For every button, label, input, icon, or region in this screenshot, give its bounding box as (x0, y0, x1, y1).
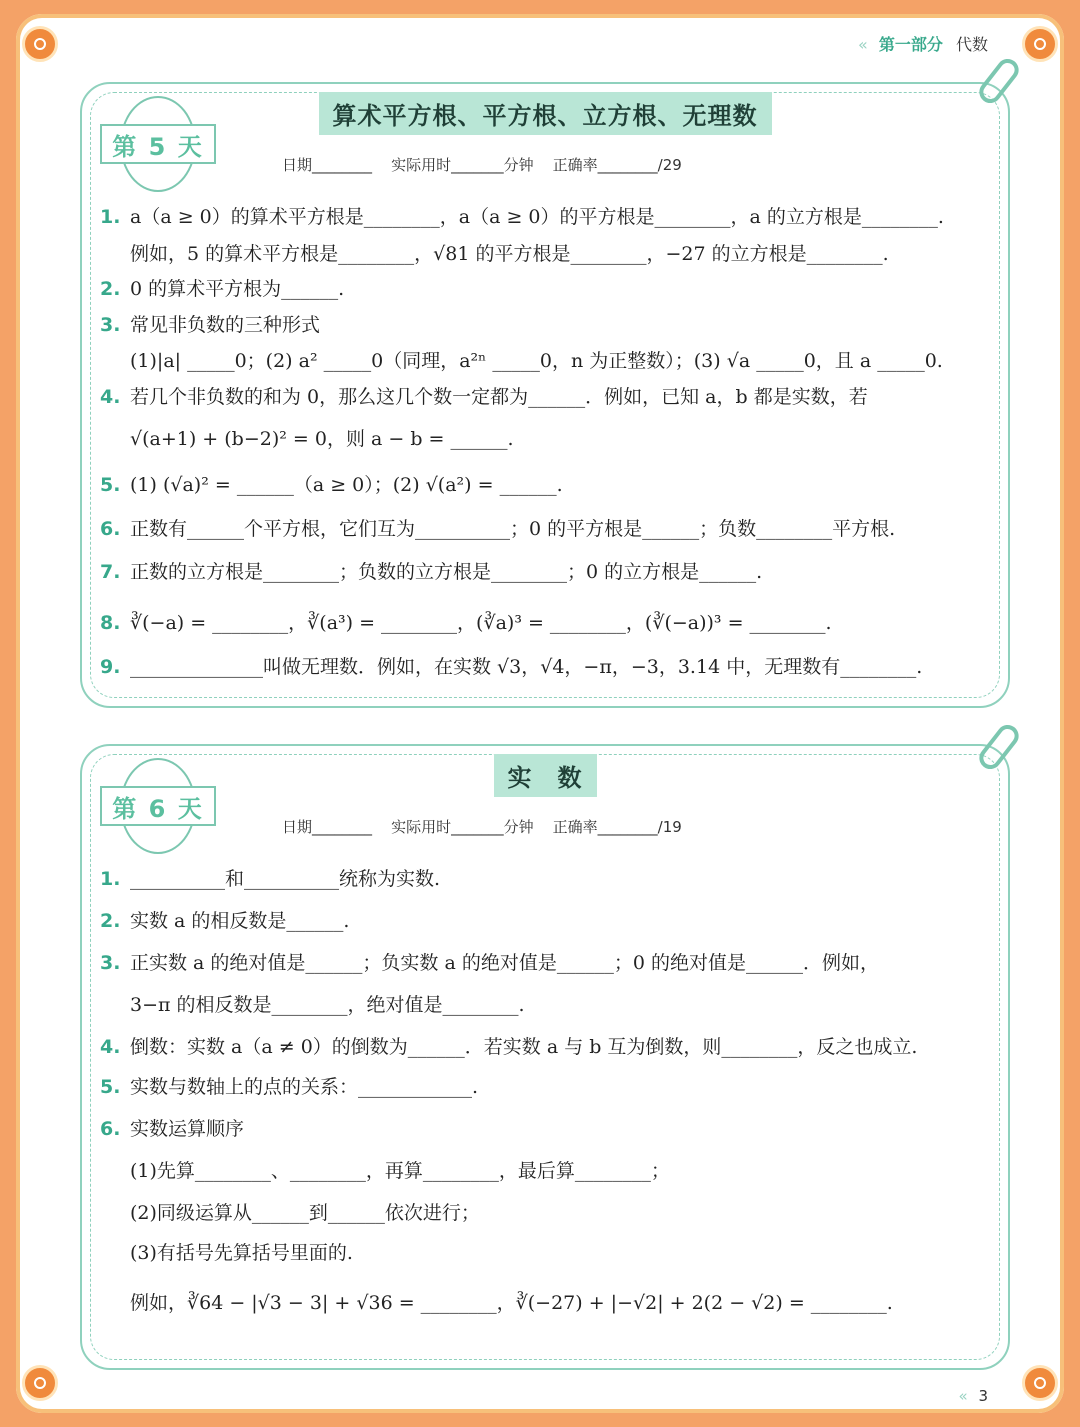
corner-decoration-icon (1022, 26, 1058, 62)
corner-decoration-icon (22, 1365, 58, 1401)
subject-label: 代数 (955, 35, 988, 54)
question-number: 5. (100, 474, 121, 496)
question-number: 6. (100, 518, 121, 540)
section-header (858, 32, 988, 55)
question (100, 514, 895, 541)
question-text: 正数的立方根是________；负数的立方根是________；0 的立方根是______. (130, 561, 763, 583)
question-continuation: (1)先算________、________，再算________，最后算________； (130, 1160, 670, 1182)
corner-decoration-icon (22, 26, 58, 62)
question-text: ______________叫做无理数．例如，在实数 √3，√4，−π，−3，3.14 中，无理数有________. (130, 656, 923, 678)
section-title (82, 92, 1008, 135)
day5-card (80, 82, 1010, 708)
chevron-left-icon: « (857, 35, 868, 54)
section-title-text: 实 数 (494, 754, 597, 797)
question (100, 274, 344, 301)
question (100, 470, 563, 497)
question-text: 正实数 a 的绝对值是______；负实数 a 的绝对值是______；0 的绝对值是______．例如， (130, 952, 879, 974)
question-number: 8. (100, 612, 121, 634)
question-number: 1. (100, 868, 121, 890)
question-number: 6. (100, 1118, 121, 1140)
part-label: 第一部分 (878, 35, 943, 54)
question-text: 正数有______个平方根，它们互为__________；0 的平方根是______；负数________平方根. (130, 518, 896, 540)
meta-line: 日期________ 实际用时_______分钟 正确率________/19 (282, 818, 682, 836)
question-number: 4. (100, 386, 121, 408)
question-number: 9. (100, 656, 121, 678)
question-continuation: 例如，∛64 − |√3 − 3| + √36 = ________，∛(−27) + |−√2| + 2(2 − √2) = ________. (130, 1292, 893, 1314)
question (100, 202, 944, 229)
question-continuation: 例如，5 的算术平方根是________，√81 的平方根是________，−27 的立方根是________. (130, 243, 889, 265)
page-number (958, 1387, 988, 1405)
question-continuation: (1)|a| _____0；(2) a² _____0（同理，a²ⁿ _____0，n 为正整数）；(3) √a _____0，且 a _____0. (130, 350, 943, 372)
question-continuation: √(a+1) + (b−2)² = 0，则 a − b = ______. (130, 428, 514, 450)
chevron-left-icon: « (958, 1387, 968, 1405)
question-number: 5. (100, 1076, 121, 1098)
question-text: a（a ≥ 0）的算术平方根是________，a（a ≥ 0）的平方根是________，a 的立方根是________. (130, 206, 944, 228)
question-text: ∛(−a) = ________，∛(a³) = ________，(∛a)³ = ________，(∛(−a))³ = ________. (130, 612, 832, 634)
page-number-text: 3 (978, 1387, 988, 1405)
question-number: 1. (100, 206, 121, 228)
question (100, 948, 879, 975)
question-text: 实数运算顺序 (130, 1118, 245, 1140)
question-number: 2. (100, 910, 121, 932)
section-title (82, 754, 1008, 797)
question-continuation: (3)有括号先算括号里面的. (130, 1242, 353, 1264)
question (100, 864, 440, 891)
question (100, 382, 868, 409)
day-badge-label: 第 6 天 (100, 786, 216, 826)
question (100, 652, 922, 679)
day-badge-label: 第 5 天 (100, 124, 216, 164)
question-number: 3. (100, 952, 121, 974)
question (100, 1114, 244, 1141)
question-text: __________和__________统称为实数. (130, 868, 441, 890)
question-number: 4. (100, 1036, 121, 1058)
day6-card (80, 744, 1010, 1370)
question-number: 2. (100, 278, 121, 300)
question-text: (1) (√a)² = ______（a ≥ 0）；(2) √(a²) = ______. (130, 474, 563, 496)
corner-decoration-icon (1022, 1365, 1058, 1401)
question-text: 0 的算术平方根为______. (130, 278, 345, 300)
section-title-text: 算术平方根、平方根、立方根、无理数 (319, 92, 772, 135)
question-text: 倒数：实数 a（a ≠ 0）的倒数为______．若实数 a 与 b 互为倒数，则________，反之也成立. (130, 1036, 918, 1058)
question-continuation: (2)同级运算从______到______依次进行； (130, 1202, 480, 1224)
question (100, 1032, 917, 1059)
question-text: 常见非负数的三种形式 (130, 314, 321, 336)
question-number: 7. (100, 561, 121, 583)
question-text: 实数 a 的相反数是______. (130, 910, 350, 932)
question (100, 1072, 478, 1099)
question-text: 若几个非负数的和为 0，那么这几个数一定都为______．例如，已知 a，b 都是实数，若 (130, 386, 868, 408)
question-text: 实数与数轴上的点的关系：____________. (130, 1076, 479, 1098)
meta-line: 日期________ 实际用时_______分钟 正确率________/29 (282, 156, 682, 174)
question-number: 3. (100, 314, 121, 336)
question (100, 906, 349, 933)
question (100, 310, 320, 337)
question-continuation: 3−π 的相反数是________，绝对值是________. (130, 994, 525, 1016)
question (100, 608, 832, 635)
question (100, 557, 762, 584)
